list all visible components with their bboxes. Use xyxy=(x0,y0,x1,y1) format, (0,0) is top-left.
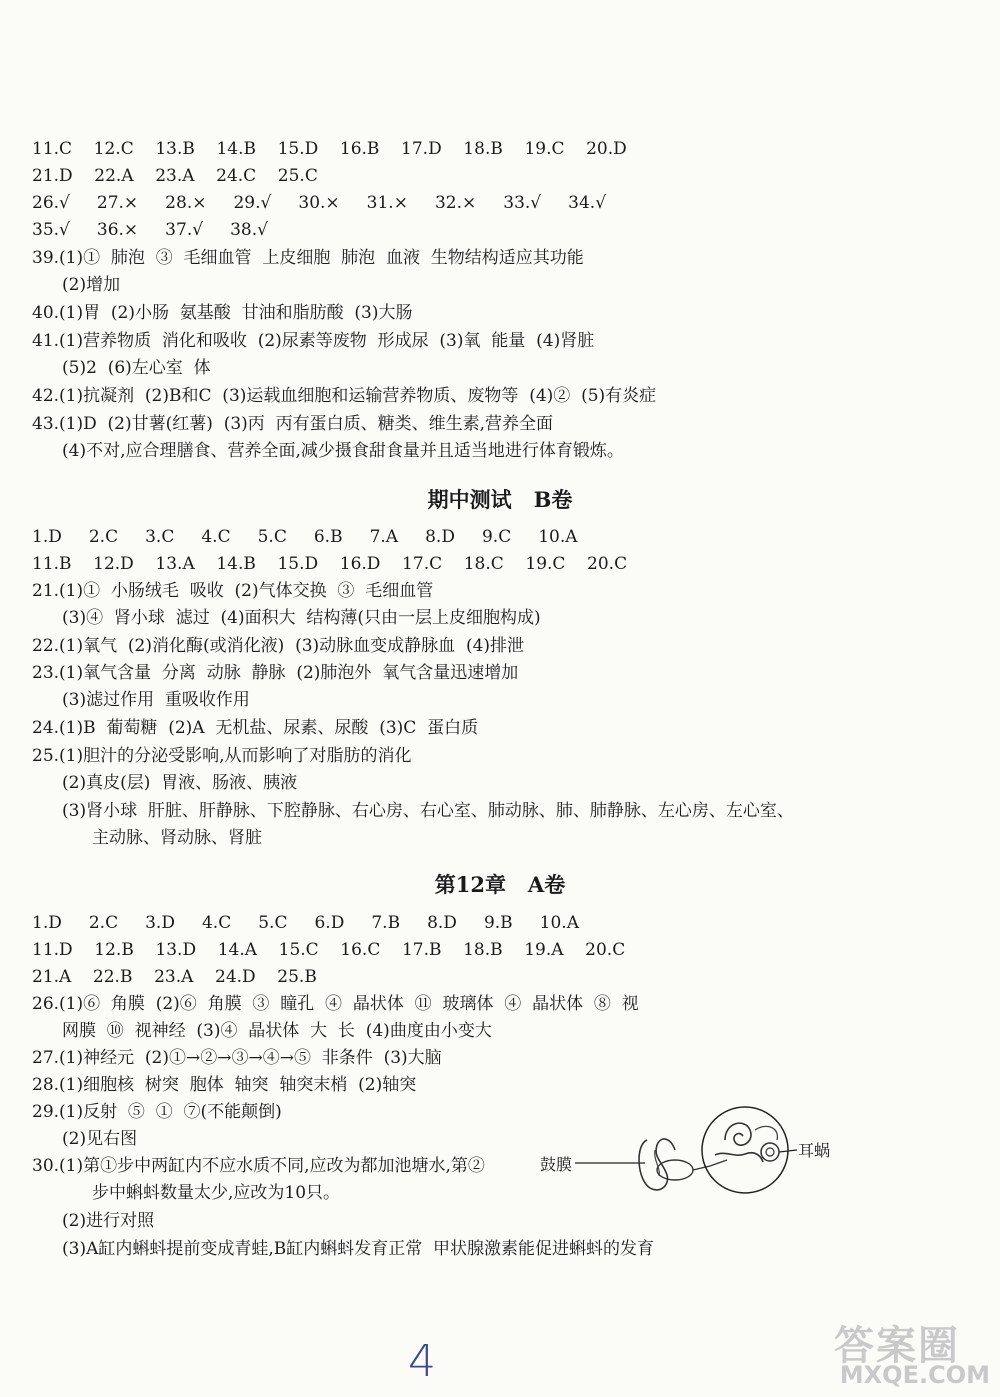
answer-line: 步中蝌蚪数量太少,应改为10只。 xyxy=(92,1183,341,1203)
watermark-logo: 答案圈 xyxy=(834,1323,960,1369)
answer-line: 35.√ 36.× 37.√ 38.√ xyxy=(32,220,268,240)
answer-line: 42.(1)抗凝剂 (2)B和C (3)运载血细胞和运输营养物质、废物等 (4)② (5)有炎症 xyxy=(32,386,657,406)
answer-line: 28.(1)细胞核 树突 胞体 轴突 轴突末梢 (2)轴突 xyxy=(32,1075,417,1095)
answer-line: 25.(1)胆汁的分泌受影响,从而影响了对脂肪的消化 xyxy=(32,746,412,766)
watermark-url: MXQE.COM xyxy=(839,1361,990,1389)
answer-line: 30.(1)第①步中两缸内不应水质不同,应改为都加池塘水,第② xyxy=(32,1156,485,1176)
answer-line: (5)2 (6)左心室 体 xyxy=(62,358,211,378)
answer-line: 41.(1)营养物质 消化和吸收 (2)尿素等废物 形成尿 (3)氧 能量 (4)肾脏 xyxy=(32,331,595,351)
watermark xyxy=(740,1314,990,1389)
answer-line: 1.D 2.C 3.D 4.C 5.C 6.D 7.B 8.D 9.B 10.A xyxy=(32,913,579,933)
answer-line: 网膜 ⑩ 视神经 (3)④ 晶状体 大 长 (4)曲度由小变大 xyxy=(62,1021,492,1041)
answer-line: 21.D 22.A 23.A 24.C 25.C xyxy=(32,166,318,186)
answer-line: 26.(1)⑥ 角膜 (2)⑥ 角膜 ③ 瞳孔 ④ 晶状体 ⑪ 玻璃体 ④ 晶状体 ⑧ 视 xyxy=(32,994,639,1014)
answer-line: 21.(1)① 小肠绒毛 吸收 (2)气体交换 ③ 毛细血管 xyxy=(32,581,434,601)
section-heading: 期中测试 B卷 xyxy=(427,487,573,512)
answer-line: 29.(1)反射 ⑤ ① ⑦(不能颠倒) xyxy=(32,1102,282,1122)
answer-line: (2)增加 xyxy=(62,275,121,295)
answer-line: 39.(1)① 肺泡 ③ 毛细血管 上皮细胞 肺泡 血液 生物结构适应其功能 xyxy=(32,248,584,268)
section-heading: 第12章 A卷 xyxy=(434,872,566,897)
answer-line: 11.C 12.C 13.B 14.B 15.D 16.B 17.D 18.B 19.C 20.D xyxy=(32,139,627,159)
cochlea-label: 耳蜗 xyxy=(798,1141,831,1160)
answer-line: 1.D 2.C 3.C 4.C 5.C 6.B 7.A 8.D 9.C 10.A xyxy=(32,527,578,547)
answer-line: (3)A缸内蝌蚪提前变成青蛙,B缸内蝌蚪发育正常 甲状腺激素能促进蝌蚪的发育 xyxy=(62,1239,655,1259)
answer-line: 11.B 12.D 13.A 14.B 15.D 16.D 17.C 18.C 19.C 20.C xyxy=(32,554,628,574)
answer-line: (2)真皮(层) 胃液、肠液、胰液 xyxy=(62,773,298,793)
page-number: 4 xyxy=(408,1336,436,1387)
answer-line: (3)滤过作用 重吸收作用 xyxy=(62,690,250,710)
answer-line: (2)进行对照 xyxy=(62,1211,155,1231)
answer-line: (4)不对,应合理膳食、营养全面,减少摄食甜食量并且适当地进行体育锻炼。 xyxy=(62,441,624,461)
answer-line: 40.(1)胃 (2)小肠 氨基酸 甘油和脂肪酸 (3)大肠 xyxy=(32,303,413,323)
answer-line: 43.(1)D (2)甘薯(红薯) (3)丙 丙有蛋白质、糖类、维生素,营养全面 xyxy=(32,414,553,434)
answer-line: 21.A 22.B 23.A 24.D 25.B xyxy=(32,967,317,987)
answer-line: (2)见右图 xyxy=(62,1129,138,1149)
answer-line: 23.(1)氧气含量 分离 动脉 静脉 (2)肺泡外 氧气含量迅速增加 xyxy=(32,663,519,683)
eardrum-label: 鼓膜 xyxy=(540,1155,573,1174)
answer-line: (3)④ 肾小球 滤过 (4)面积大 结构薄(只由一层上皮细胞构成) xyxy=(62,608,541,628)
answer-line: 26.√ 27.× 28.× 29.√ 30.× 31.× 32.× 33.√ 34.√ xyxy=(32,193,607,213)
answer-line: 27.(1)神经元 (2)①→②→③→④→⑤ 非条件 (3)大脑 xyxy=(32,1048,442,1068)
answer-line: (3)肾小球 肝脏、肝静脉、下腔静脉、右心房、右心室、肺动脉、肺、肺静脉、左心房、左心室、 xyxy=(62,801,794,821)
answer-line: 24.(1)B 葡萄糖 (2)A 无机盐、尿素、尿酸 (3)C 蛋白质 xyxy=(32,718,479,738)
answer-line: 11.D 12.B 13.D 14.A 15.C 16.C 17.B 18.B 19.A 20.C xyxy=(32,940,626,960)
answer-line: 主动脉、肾动脉、肾脏 xyxy=(92,828,262,848)
answer-line: 22.(1)氧气 (2)消化酶(或消化液) (3)动脉血变成静脉血 (4)排泄 xyxy=(32,636,525,656)
